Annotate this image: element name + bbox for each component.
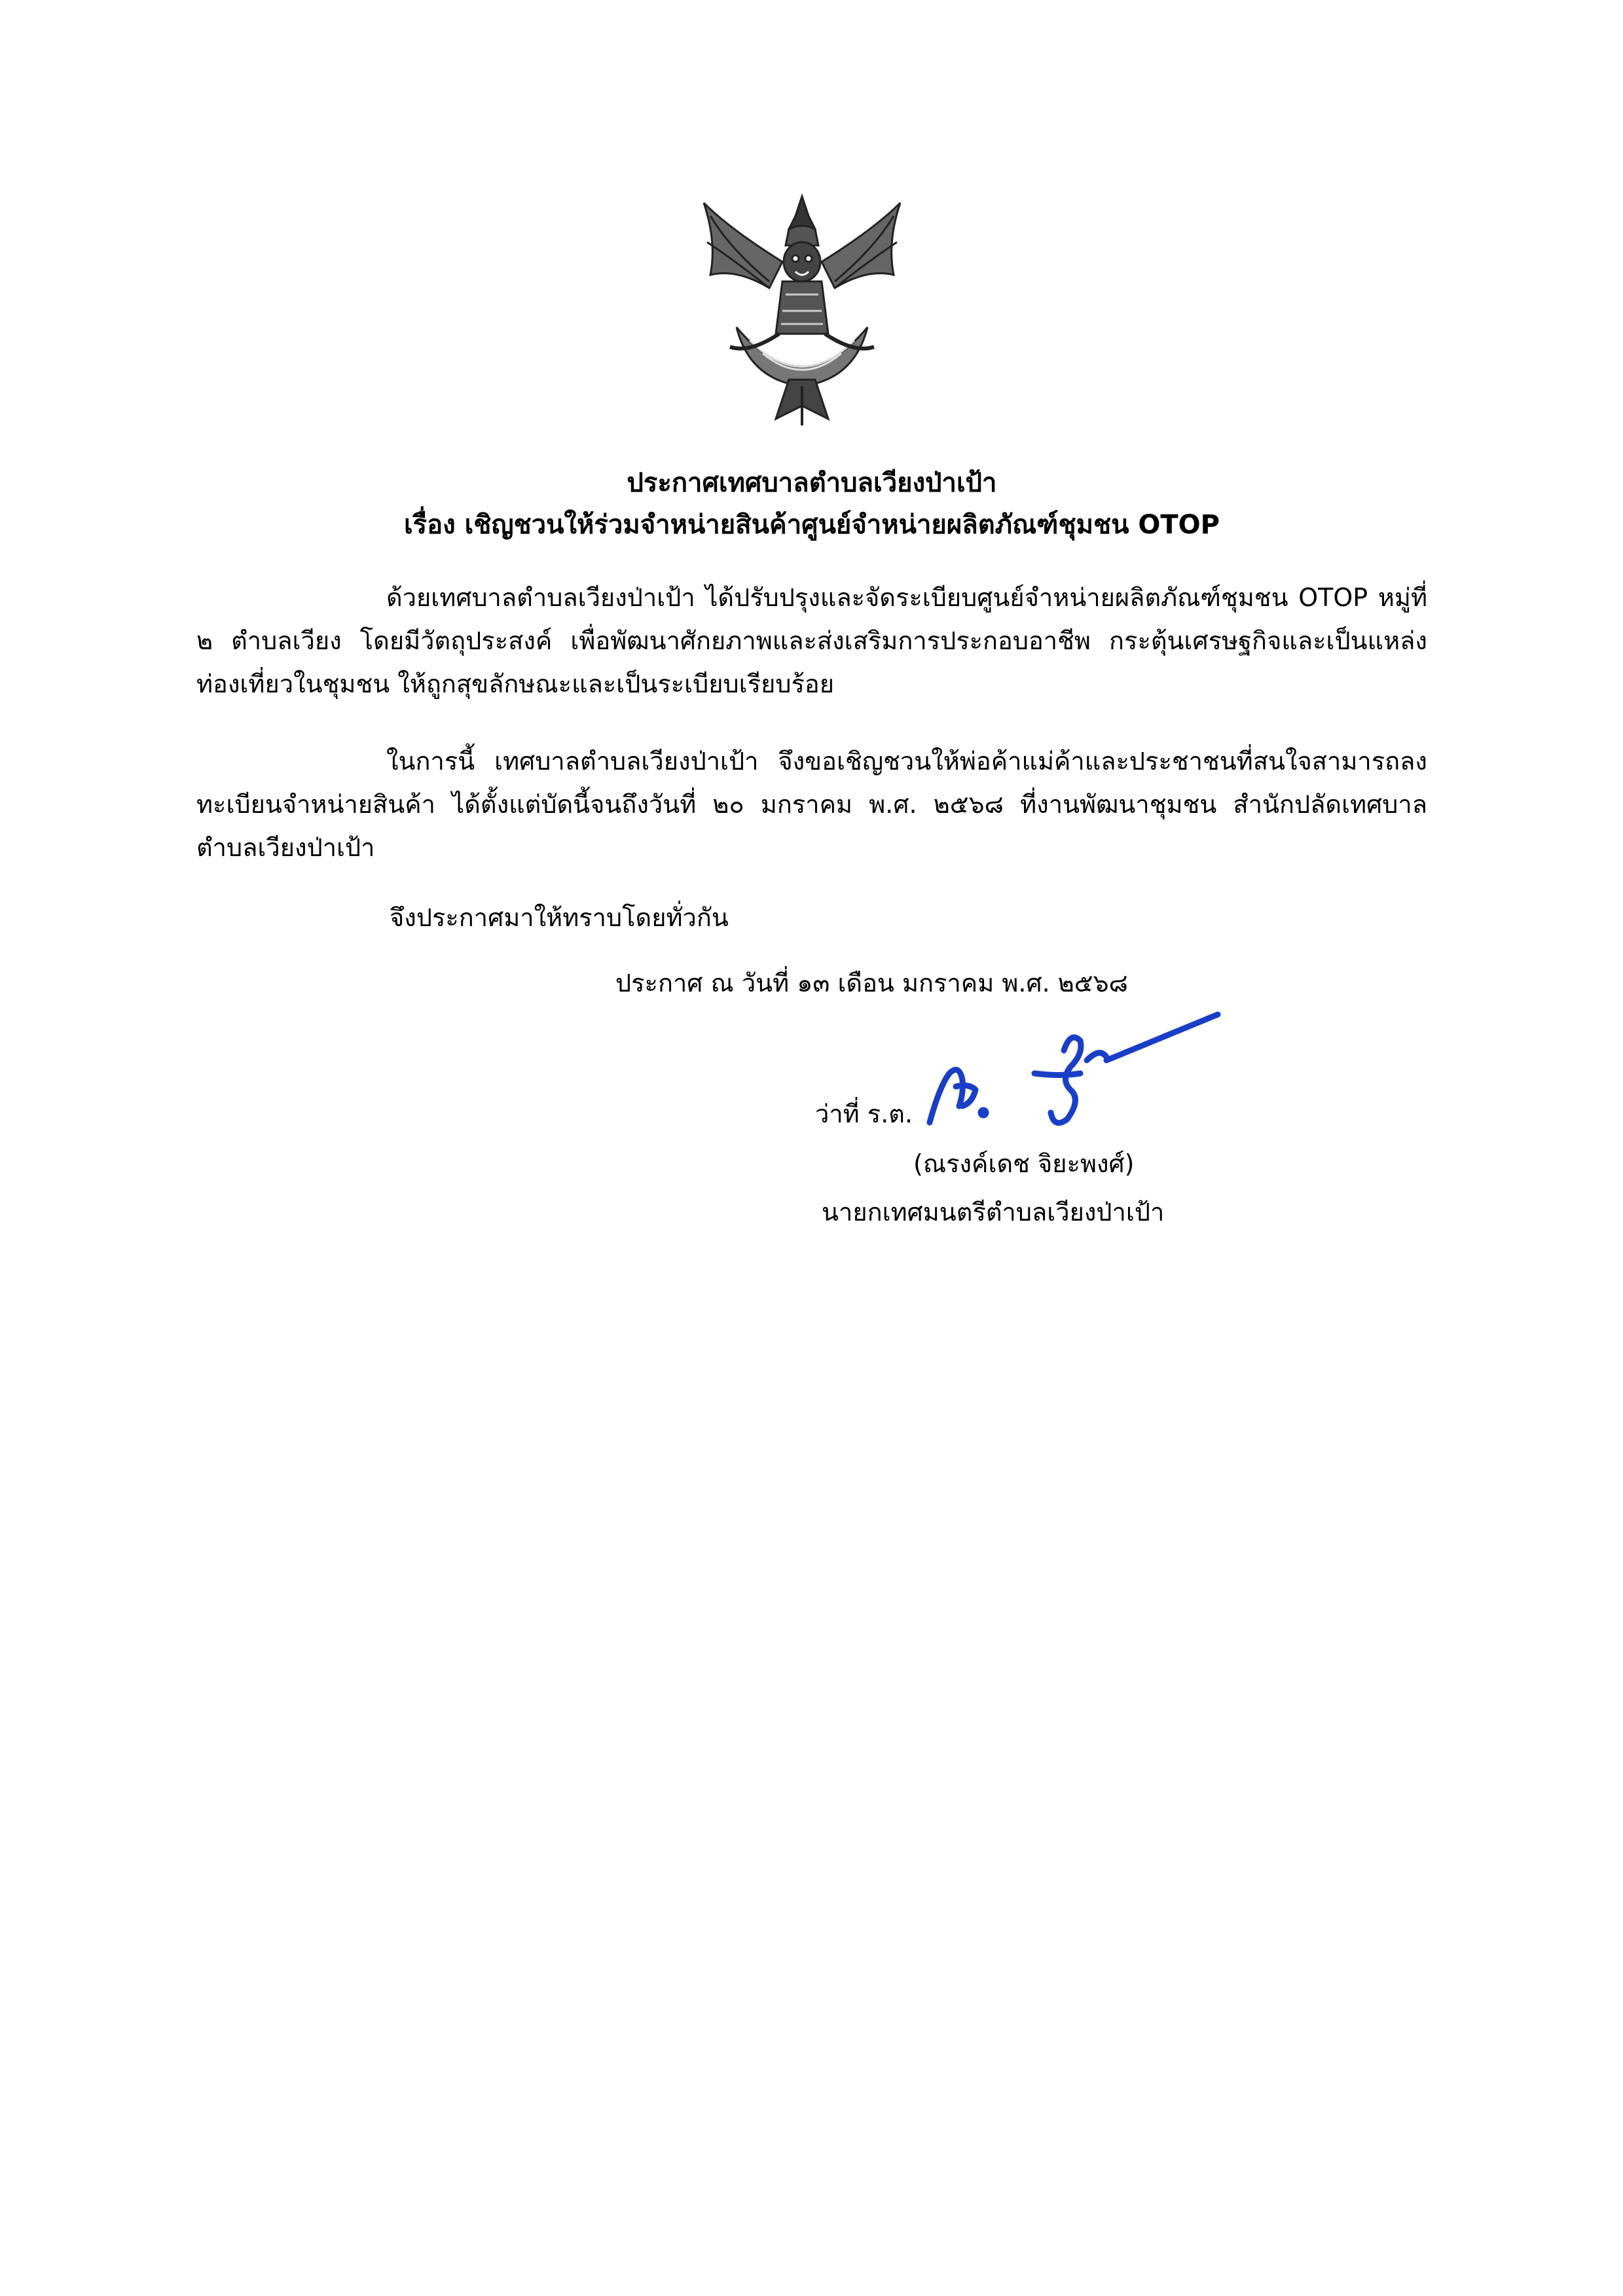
handwritten-signature xyxy=(910,1008,1224,1152)
body-paragraph-1 xyxy=(196,576,1427,706)
signer-rank: ว่าที่ ร.ต. xyxy=(815,1100,913,1128)
body-paragraph-2-text: ในการนี้ เทศบาลตำบลเวียงป่าเป้า จึงขอเชิญชวนให้พ่อค้าแม่ค้าและประชาชนที่สนใจสามารถลงทะเบียนจำหน่ายสินค้า ได้ตั้งแต่บัดนี้จนถึงวันที่ ๒๐ มกราคม พ.ศ. ๒๕๖๘ ที่งานพัฒนาชุมชน สำนักปลัดเทศบาลตำบลเวียงป่าเป้า xyxy=(196,747,1427,862)
garuda-emblem-icon xyxy=(691,190,913,432)
signer-name: (ณรงค์เดช จิยะพงศ์) xyxy=(913,1149,1135,1178)
body-paragraph-2 xyxy=(196,740,1427,869)
announcement-date: ประกาศ ณ วันที่ ๑๓ เดือน มกราคม พ.ศ. ๒๕๖๘ xyxy=(615,969,1128,997)
signer-position: นายกเทศมนตรีตำบลเวียงป่าเป้า xyxy=(822,1198,1165,1227)
document-title: ประกาศเทศบาลตำบลเวียงป่าเป้า xyxy=(627,468,997,498)
document-subject: เรื่อง เชิญชวนให้ร่วมจำหน่ายสินค้าศูนย์จำหน่ายผลิตภัณฑ์ชุมชน OTOP xyxy=(403,510,1220,540)
body-paragraph-1-text: ด้วยเทศบาลตำบลเวียงป่าเป้า ได้ปรับปรุงและจัดระเบียบศูนย์จำหน่ายผลิตภัณฑ์ชุมชน OTOP หมู่ที่ ๒ ตำบลเวียง โดยมีวัตถุประสงค์ เพื่อพัฒนาศักยภาพและส่งเสริมการประกอบอาชีพ กระตุ้นเศรษฐกิจและเป็นแหล่งท่องเที่ยวในชุมชน ให้ถูกสุขลักษณะและเป็นระเบียบเรียบร้อย xyxy=(196,583,1427,698)
closing-statement: จึงประกาศมาให้ทราบโดยทั่วกัน xyxy=(390,903,729,932)
